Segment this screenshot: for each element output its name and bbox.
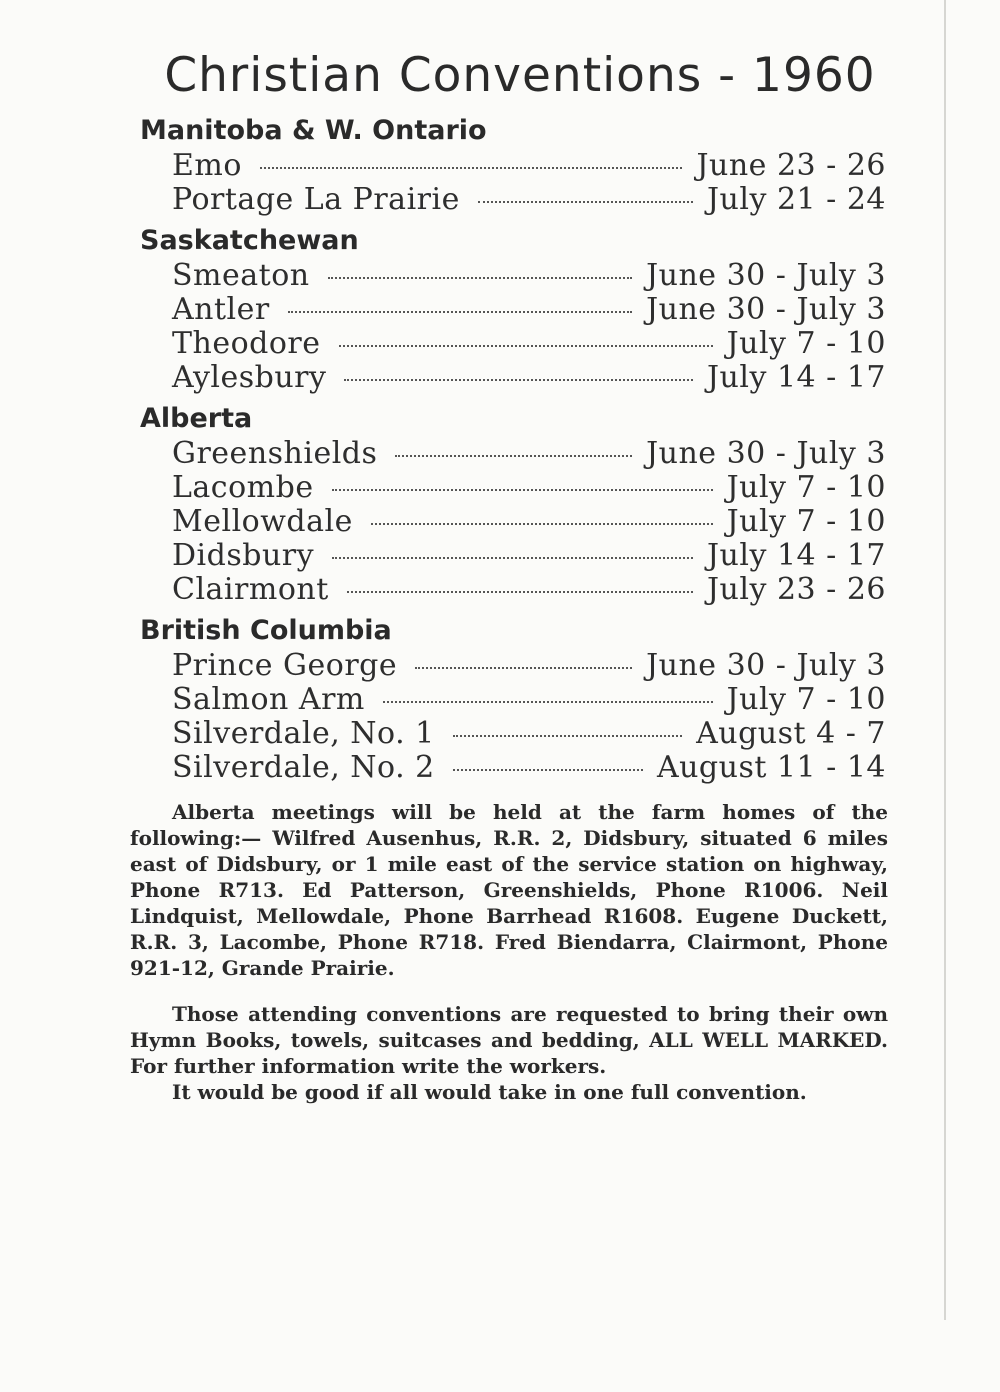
place-name: Prince George bbox=[172, 648, 398, 683]
region-heading: Saskatchewan bbox=[140, 225, 359, 256]
full-convention-note: It would be good if all would take in one full convention. bbox=[172, 1080, 807, 1104]
card-edge bbox=[944, 0, 946, 1320]
convention-dates: July 23 - 26 bbox=[707, 572, 886, 607]
list-item bbox=[130, 649, 890, 683]
list-item bbox=[130, 717, 890, 751]
place-name: Lacombe bbox=[172, 470, 314, 505]
region-saskatchewan bbox=[130, 225, 890, 395]
page-title: Christian Conventions - 1960 bbox=[164, 48, 876, 103]
list-item bbox=[130, 293, 890, 327]
attending-request-note: Those attending conventions are requested to bring their own Hymn Books, towels, suitcases and bedding, ALL WELL MARKED. For further information write the workers. bbox=[130, 1002, 888, 1078]
list-item bbox=[130, 683, 890, 717]
list-item bbox=[130, 259, 890, 293]
dot-leader bbox=[288, 311, 632, 313]
convention-dates: June 30 - July 3 bbox=[646, 292, 886, 327]
convention-dates: August 4 - 7 bbox=[696, 716, 886, 751]
place-name: Theodore bbox=[172, 326, 321, 361]
dot-leader bbox=[332, 489, 713, 491]
dot-leader bbox=[395, 455, 632, 457]
region-british-columbia bbox=[130, 615, 890, 785]
list-item bbox=[130, 471, 890, 505]
dot-leader bbox=[339, 345, 713, 347]
convention-dates: August 11 - 14 bbox=[656, 750, 886, 785]
convention-dates: July 7 - 10 bbox=[726, 470, 886, 505]
place-name: Salmon Arm bbox=[172, 682, 365, 717]
convention-dates: July 7 - 10 bbox=[726, 504, 886, 539]
dot-leader bbox=[478, 201, 693, 203]
convention-dates: July 7 - 10 bbox=[726, 326, 886, 361]
dot-leader bbox=[347, 591, 693, 593]
dot-leader bbox=[453, 735, 682, 737]
list-item bbox=[130, 183, 890, 217]
convention-dates: July 14 - 17 bbox=[707, 538, 886, 573]
list-item bbox=[130, 539, 890, 573]
region-alberta bbox=[130, 403, 890, 607]
convention-dates: July 21 - 24 bbox=[707, 182, 886, 217]
region-heading: Alberta bbox=[140, 403, 253, 434]
dot-leader bbox=[415, 667, 632, 669]
region-heading: Manitoba & W. Ontario bbox=[140, 115, 487, 146]
place-name: Silverdale, No. 1 bbox=[172, 716, 435, 751]
place-name: Emo bbox=[172, 148, 242, 183]
convention-dates: July 7 - 10 bbox=[726, 682, 886, 717]
place-name: Didsbury bbox=[172, 538, 315, 573]
place-name: Portage La Prairie bbox=[172, 182, 460, 217]
place-name: Aylesbury bbox=[172, 360, 327, 395]
convention-schedule bbox=[130, 48, 890, 1105]
place-name: Antler bbox=[172, 292, 270, 327]
dot-leader bbox=[453, 769, 643, 771]
alberta-meetings-note: Alberta meetings will be held at the farm homes of the following:— Wilfred Ausenhus, R.R. 2, Didsbury, situated 6 miles east of Didsbury, or 1 mile east of the service station on highway, Phone R713. Ed Patterson, Greenshields, Phone R1006. Neil Lindquist, Mellowdale, Phone Barrhead R1608. Eugene Duckett, R.R. 3, Lacombe, Phone R718. Fred Biendarra, Clairmont, Phone 921-12, Grande Prairie. bbox=[130, 800, 888, 980]
place-name: Mellowdale bbox=[172, 504, 353, 539]
list-item bbox=[130, 327, 890, 361]
dot-leader bbox=[371, 523, 713, 525]
convention-dates: June 30 - July 3 bbox=[646, 648, 886, 683]
dot-leader bbox=[383, 701, 713, 703]
place-name: Greenshields bbox=[172, 436, 378, 471]
list-item bbox=[130, 751, 890, 785]
dot-leader bbox=[344, 379, 693, 381]
dot-leader bbox=[260, 167, 683, 169]
list-item bbox=[130, 149, 890, 183]
convention-dates: June 23 - 26 bbox=[696, 148, 886, 183]
convention-dates: July 14 - 17 bbox=[707, 360, 886, 395]
place-name: Silverdale, No. 2 bbox=[172, 750, 435, 785]
list-item bbox=[130, 573, 890, 607]
list-item bbox=[130, 505, 890, 539]
place-name: Clairmont bbox=[172, 572, 329, 607]
convention-dates: June 30 - July 3 bbox=[646, 436, 886, 471]
region-heading: British Columbia bbox=[140, 615, 392, 646]
region-manitoba bbox=[130, 115, 890, 217]
list-item bbox=[130, 437, 890, 471]
list-item bbox=[130, 361, 890, 395]
dot-leader bbox=[328, 277, 633, 279]
convention-dates: June 30 - July 3 bbox=[646, 258, 886, 293]
dot-leader bbox=[332, 557, 693, 559]
place-name: Smeaton bbox=[172, 258, 310, 293]
